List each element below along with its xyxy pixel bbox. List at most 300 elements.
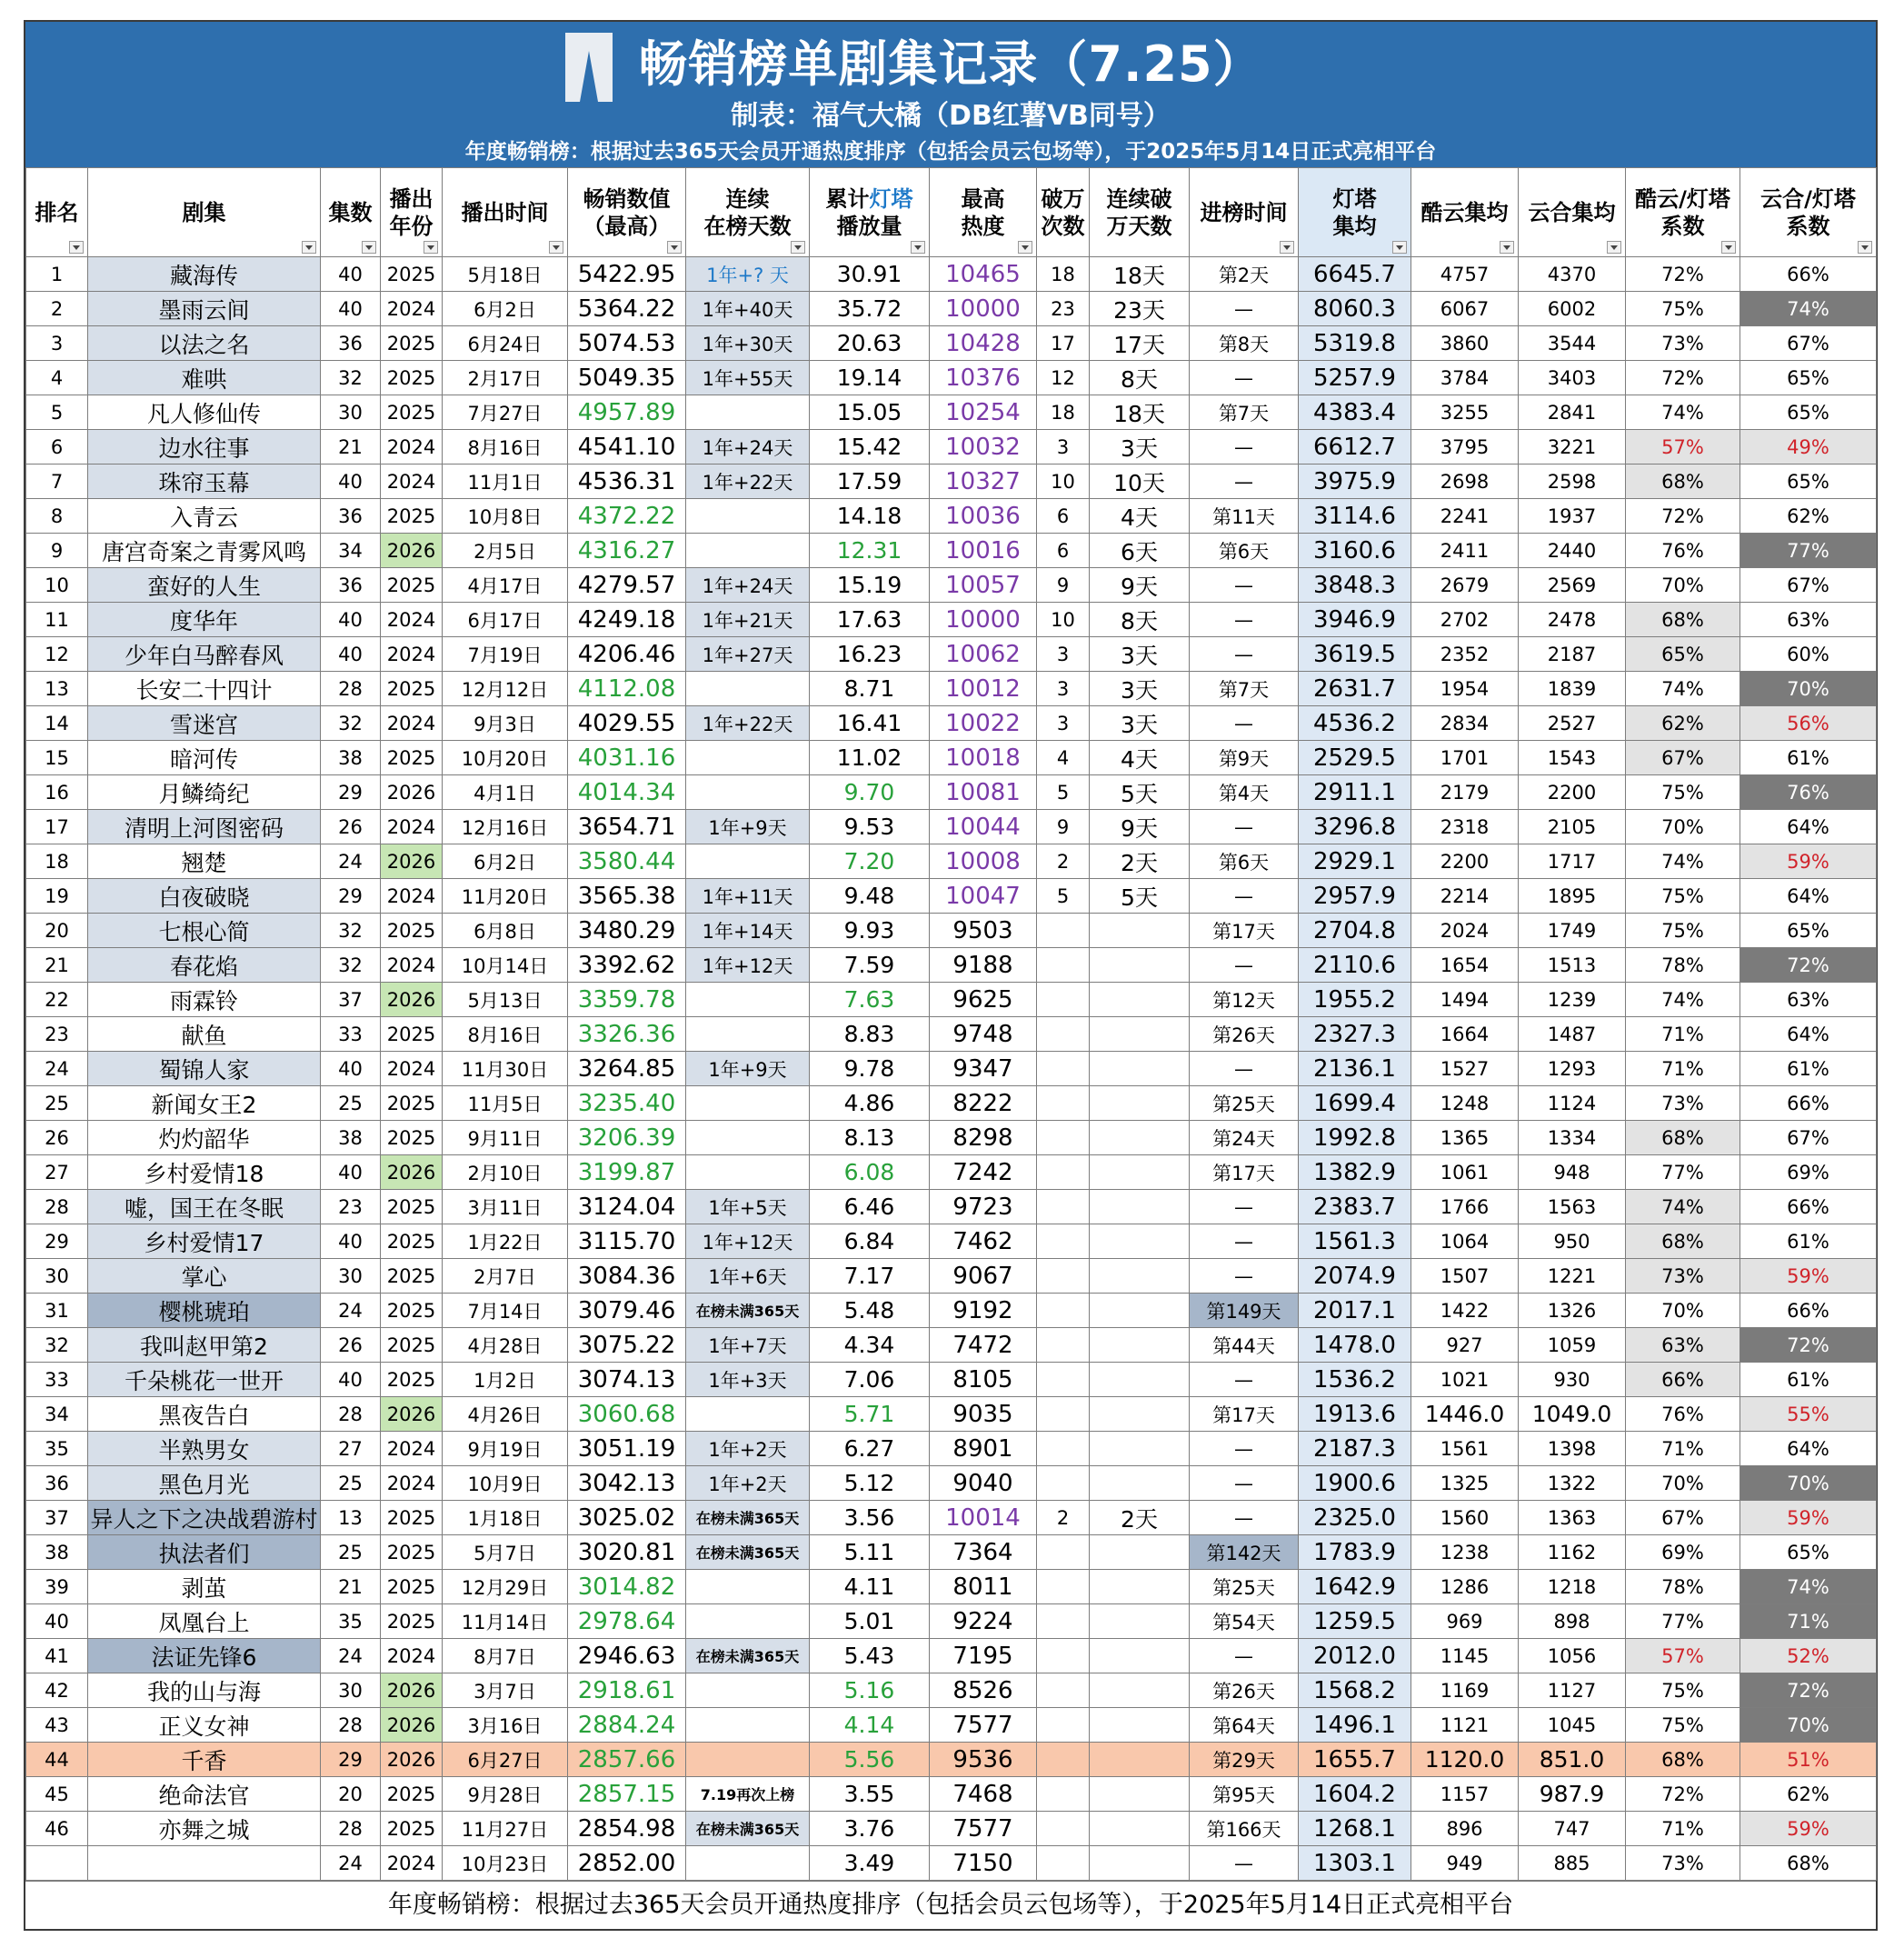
cell-yunhe-ratio[interactable]: 72% [1740, 948, 1877, 983]
cell-year[interactable]: 2025 [381, 361, 443, 395]
cell-breaks[interactable] [1037, 1743, 1090, 1777]
cell-streak[interactable]: 在榜未满365天 [686, 1294, 810, 1328]
cell-date[interactable]: 9月19日 [443, 1432, 568, 1466]
cell-kuyun-ratio[interactable]: 67% [1626, 741, 1740, 775]
cell-dengta-avg[interactable]: 5319.8 [1299, 326, 1411, 361]
cell-kuyun-ratio[interactable]: 57% [1626, 430, 1740, 465]
col-heat[interactable]: 最高 热度 [930, 168, 1037, 257]
cell-eps[interactable]: 33 [321, 1017, 381, 1052]
cell-yunhe-avg[interactable]: 1563 [1519, 1190, 1626, 1224]
cell-date[interactable]: 11月20日 [443, 879, 568, 914]
cell-name[interactable]: 千朵桃花一世开 [88, 1363, 321, 1397]
cell-yunhe-avg[interactable]: 2187 [1519, 637, 1626, 672]
cell-name[interactable]: 异人之下之决战碧游村 [88, 1501, 321, 1535]
cell-year[interactable]: 2024 [381, 1052, 443, 1086]
cell-streak[interactable]: 1年+3天 [686, 1363, 810, 1397]
cell-yunhe-ratio[interactable]: 70% [1740, 1466, 1877, 1501]
cell-rank[interactable]: 36 [26, 1466, 88, 1501]
cell-yunhe-avg[interactable]: 885 [1519, 1846, 1626, 1881]
cell-name[interactable]: 暗河传 [88, 741, 321, 775]
cell-yunhe-avg[interactable]: 2440 [1519, 534, 1626, 568]
cell-heat[interactable]: 10008 [930, 844, 1037, 879]
cell-total[interactable]: 5.56 [810, 1743, 930, 1777]
cell-streak[interactable]: 1年+14天 [686, 914, 810, 948]
cell-consec-breaks[interactable]: 9天 [1090, 810, 1190, 844]
cell-yunhe-avg[interactable]: 4370 [1519, 257, 1626, 292]
cell-heat[interactable]: 9040 [930, 1466, 1037, 1501]
cell-yunhe-avg[interactable]: 1717 [1519, 844, 1626, 879]
cell-kuyun-ratio[interactable]: 75% [1626, 914, 1740, 948]
cell-yunhe-ratio[interactable]: 65% [1740, 1535, 1877, 1570]
cell-date[interactable]: 12月16日 [443, 810, 568, 844]
cell-date[interactable]: 10月23日 [443, 1846, 568, 1881]
cell-total[interactable]: 19.14 [810, 361, 930, 395]
cell-year[interactable]: 2025 [381, 1190, 443, 1224]
cell-date[interactable]: 4月17日 [443, 568, 568, 603]
cell-date[interactable]: 3月7日 [443, 1673, 568, 1708]
cell-entry[interactable]: 第6天 [1190, 844, 1299, 879]
cell-sales[interactable]: 5364.22 [568, 292, 686, 326]
cell-heat[interactable]: 8901 [930, 1432, 1037, 1466]
cell-breaks[interactable] [1037, 1363, 1090, 1397]
filter-dropdown-icon[interactable] [69, 241, 84, 254]
cell-kuyun-avg[interactable]: 2318 [1411, 810, 1519, 844]
cell-heat[interactable]: 9224 [930, 1604, 1037, 1639]
cell-total[interactable]: 15.19 [810, 568, 930, 603]
cell-kuyun-ratio[interactable]: 74% [1626, 1190, 1740, 1224]
cell-date[interactable]: 2月17日 [443, 361, 568, 395]
cell-heat[interactable]: 7364 [930, 1535, 1037, 1570]
cell-yunhe-avg[interactable]: 2841 [1519, 395, 1626, 430]
cell-yunhe-ratio[interactable]: 70% [1740, 672, 1877, 706]
cell-total[interactable]: 30.91 [810, 257, 930, 292]
cell-yunhe-avg[interactable]: 1124 [1519, 1086, 1626, 1121]
cell-dengta-avg[interactable]: 1268.1 [1299, 1812, 1411, 1846]
cell-date[interactable]: 6月17日 [443, 603, 568, 637]
cell-heat[interactable]: 7472 [930, 1328, 1037, 1363]
cell-yunhe-avg[interactable]: 950 [1519, 1224, 1626, 1259]
cell-total[interactable]: 5.16 [810, 1673, 930, 1708]
cell-dengta-avg[interactable]: 1900.6 [1299, 1466, 1411, 1501]
cell-kuyun-avg[interactable]: 1145 [1411, 1639, 1519, 1673]
cell-sales[interactable]: 3654.71 [568, 810, 686, 844]
cell-breaks[interactable] [1037, 1812, 1090, 1846]
cell-heat[interactable]: 7242 [930, 1155, 1037, 1190]
cell-heat[interactable]: 10081 [930, 775, 1037, 810]
cell-breaks[interactable] [1037, 983, 1090, 1017]
cell-streak[interactable] [686, 1155, 810, 1190]
cell-heat[interactable]: 7150 [930, 1846, 1037, 1881]
cell-kuyun-avg[interactable]: 1365 [1411, 1121, 1519, 1155]
cell-total[interactable]: 5.01 [810, 1604, 930, 1639]
cell-dengta-avg[interactable]: 1478.0 [1299, 1328, 1411, 1363]
cell-date[interactable]: 11月27日 [443, 1812, 568, 1846]
cell-kuyun-avg[interactable]: 1021 [1411, 1363, 1519, 1397]
cell-eps[interactable]: 40 [321, 465, 381, 499]
cell-breaks[interactable]: 2 [1037, 844, 1090, 879]
cell-heat[interactable]: 7462 [930, 1224, 1037, 1259]
cell-dengta-avg[interactable]: 1992.8 [1299, 1121, 1411, 1155]
cell-kuyun-avg[interactable]: 4757 [1411, 257, 1519, 292]
col-date[interactable]: 播出时间 [443, 168, 568, 257]
cell-year[interactable]: 2025 [381, 914, 443, 948]
cell-eps[interactable]: 40 [321, 1052, 381, 1086]
cell-kuyun-avg[interactable]: 896 [1411, 1812, 1519, 1846]
cell-dengta-avg[interactable]: 1699.4 [1299, 1086, 1411, 1121]
cell-yunhe-ratio[interactable]: 59% [1740, 1501, 1877, 1535]
cell-dengta-avg[interactable]: 6645.7 [1299, 257, 1411, 292]
cell-kuyun-ratio[interactable]: 72% [1626, 1777, 1740, 1812]
cell-rank[interactable]: 23 [26, 1017, 88, 1052]
col-eps[interactable]: 集数 [321, 168, 381, 257]
cell-date[interactable]: 10月14日 [443, 948, 568, 983]
cell-kuyun-avg[interactable]: 2698 [1411, 465, 1519, 499]
cell-total[interactable]: 6.08 [810, 1155, 930, 1190]
cell-streak[interactable] [686, 741, 810, 775]
cell-year[interactable]: 2025 [381, 326, 443, 361]
cell-kuyun-ratio[interactable]: 73% [1626, 326, 1740, 361]
cell-date[interactable]: 6月2日 [443, 292, 568, 326]
cell-year[interactable]: 2024 [381, 603, 443, 637]
cell-date[interactable]: 2月7日 [443, 1259, 568, 1294]
cell-yunhe-avg[interactable]: 851.0 [1519, 1743, 1626, 1777]
cell-eps[interactable]: 29 [321, 775, 381, 810]
cell-breaks[interactable] [1037, 1708, 1090, 1743]
cell-kuyun-ratio[interactable]: 75% [1626, 292, 1740, 326]
cell-total[interactable]: 9.48 [810, 879, 930, 914]
cell-breaks[interactable]: 23 [1037, 292, 1090, 326]
cell-heat[interactable]: 8105 [930, 1363, 1037, 1397]
cell-sales[interactable]: 3392.62 [568, 948, 686, 983]
cell-yunhe-avg[interactable]: 2105 [1519, 810, 1626, 844]
filter-dropdown-icon[interactable] [302, 241, 316, 254]
cell-kuyun-ratio[interactable]: 76% [1626, 534, 1740, 568]
cell-streak[interactable] [686, 1604, 810, 1639]
cell-kuyun-ratio[interactable]: 74% [1626, 983, 1740, 1017]
cell-name[interactable]: 正义女神 [88, 1708, 321, 1743]
cell-kuyun-avg[interactable]: 1238 [1411, 1535, 1519, 1570]
cell-breaks[interactable] [1037, 1639, 1090, 1673]
cell-dengta-avg[interactable]: 6612.7 [1299, 430, 1411, 465]
cell-yunhe-avg[interactable]: 2598 [1519, 465, 1626, 499]
cell-streak[interactable]: 1年+24天 [686, 568, 810, 603]
cell-entry[interactable]: — [1190, 568, 1299, 603]
cell-yunhe-ratio[interactable]: 64% [1740, 1017, 1877, 1052]
cell-heat[interactable]: 9748 [930, 1017, 1037, 1052]
cell-dengta-avg[interactable]: 3848.3 [1299, 568, 1411, 603]
cell-yunhe-ratio[interactable]: 67% [1740, 568, 1877, 603]
cell-yunhe-avg[interactable]: 2478 [1519, 603, 1626, 637]
cell-kuyun-avg[interactable]: 1169 [1411, 1673, 1519, 1708]
cell-consec-breaks[interactable]: 17天 [1090, 326, 1190, 361]
cell-date[interactable]: 8月16日 [443, 430, 568, 465]
cell-consec-breaks[interactable] [1090, 1328, 1190, 1363]
cell-sales[interactable]: 3235.40 [568, 1086, 686, 1121]
cell-entry[interactable]: 第54天 [1190, 1604, 1299, 1639]
cell-sales[interactable]: 3020.81 [568, 1535, 686, 1570]
cell-date[interactable]: 6月24日 [443, 326, 568, 361]
cell-consec-breaks[interactable] [1090, 1224, 1190, 1259]
cell-yunhe-ratio[interactable]: 65% [1740, 395, 1877, 430]
cell-entry[interactable]: 第26天 [1190, 1017, 1299, 1052]
cell-rank[interactable]: 38 [26, 1535, 88, 1570]
cell-sales[interactable]: 3264.85 [568, 1052, 686, 1086]
cell-year[interactable]: 2025 [381, 568, 443, 603]
cell-sales[interactable]: 4249.18 [568, 603, 686, 637]
cell-streak[interactable] [686, 1743, 810, 1777]
cell-dengta-avg[interactable]: 3160.6 [1299, 534, 1411, 568]
cell-name[interactable]: 墨雨云间 [88, 292, 321, 326]
cell-rank[interactable]: 12 [26, 637, 88, 672]
cell-total[interactable]: 11.02 [810, 741, 930, 775]
cell-name[interactable]: 凡人修仙传 [88, 395, 321, 430]
cell-dengta-avg[interactable]: 2327.3 [1299, 1017, 1411, 1052]
cell-streak[interactable]: 1年+9天 [686, 1052, 810, 1086]
cell-breaks[interactable]: 18 [1037, 257, 1090, 292]
cell-sales[interactable]: 4029.55 [568, 706, 686, 741]
cell-heat[interactable]: 10000 [930, 292, 1037, 326]
cell-streak[interactable] [686, 844, 810, 879]
cell-rank[interactable]: 39 [26, 1570, 88, 1604]
cell-consec-breaks[interactable] [1090, 1294, 1190, 1328]
cell-eps[interactable]: 25 [321, 1466, 381, 1501]
cell-yunhe-ratio[interactable]: 77% [1740, 534, 1877, 568]
cell-eps[interactable]: 40 [321, 1363, 381, 1397]
cell-streak[interactable]: 1年+12天 [686, 1224, 810, 1259]
cell-kuyun-ratio[interactable]: 75% [1626, 1673, 1740, 1708]
cell-date[interactable]: 3月16日 [443, 1708, 568, 1743]
cell-heat[interactable]: 10032 [930, 430, 1037, 465]
cell-eps[interactable]: 20 [321, 1777, 381, 1812]
cell-name[interactable]: 蛮好的人生 [88, 568, 321, 603]
cell-yunhe-ratio[interactable]: 69% [1740, 1155, 1877, 1190]
cell-kuyun-avg[interactable]: 969 [1411, 1604, 1519, 1639]
cell-kuyun-ratio[interactable]: 71% [1626, 1017, 1740, 1052]
cell-total[interactable]: 9.53 [810, 810, 930, 844]
cell-name[interactable]: 掌心 [88, 1259, 321, 1294]
cell-yunhe-ratio[interactable]: 62% [1740, 499, 1877, 534]
cell-dengta-avg[interactable]: 1303.1 [1299, 1846, 1411, 1881]
cell-sales[interactable]: 3075.22 [568, 1328, 686, 1363]
cell-entry[interactable]: 第44天 [1190, 1328, 1299, 1363]
cell-sales[interactable]: 4014.34 [568, 775, 686, 810]
cell-year[interactable]: 2025 [381, 1777, 443, 1812]
cell-yunhe-ratio[interactable]: 65% [1740, 361, 1877, 395]
cell-yunhe-avg[interactable]: 1045 [1519, 1708, 1626, 1743]
cell-consec-breaks[interactable]: 3天 [1090, 672, 1190, 706]
cell-rank[interactable]: 29 [26, 1224, 88, 1259]
cell-rank[interactable]: 45 [26, 1777, 88, 1812]
cell-sales[interactable]: 3084.36 [568, 1259, 686, 1294]
cell-rank[interactable]: 26 [26, 1121, 88, 1155]
cell-breaks[interactable] [1037, 1673, 1090, 1708]
cell-yunhe-avg[interactable]: 1398 [1519, 1432, 1626, 1466]
cell-yunhe-ratio[interactable]: 68% [1740, 1846, 1877, 1881]
cell-breaks[interactable] [1037, 1155, 1090, 1190]
cell-total[interactable]: 5.71 [810, 1397, 930, 1432]
cell-name[interactable]: 唐宫奇案之青雾风鸣 [88, 534, 321, 568]
cell-streak[interactable]: 1年+? 天 [686, 257, 810, 292]
cell-yunhe-ratio[interactable]: 66% [1740, 257, 1877, 292]
cell-total[interactable]: 5.11 [810, 1535, 930, 1570]
cell-total[interactable]: 7.20 [810, 844, 930, 879]
cell-date[interactable]: 4月1日 [443, 775, 568, 810]
cell-year[interactable]: 2025 [381, 395, 443, 430]
cell-total[interactable]: 14.18 [810, 499, 930, 534]
cell-yunhe-avg[interactable]: 3221 [1519, 430, 1626, 465]
cell-rank[interactable]: 24 [26, 1052, 88, 1086]
cell-eps[interactable]: 28 [321, 1397, 381, 1432]
cell-rank[interactable]: 10 [26, 568, 88, 603]
cell-eps[interactable]: 24 [321, 844, 381, 879]
filter-dropdown-icon[interactable] [791, 241, 805, 254]
cell-yunhe-avg[interactable]: 1239 [1519, 983, 1626, 1017]
cell-dengta-avg[interactable]: 2110.6 [1299, 948, 1411, 983]
cell-total[interactable]: 8.83 [810, 1017, 930, 1052]
cell-dengta-avg[interactable]: 3296.8 [1299, 810, 1411, 844]
cell-date[interactable]: 7月14日 [443, 1294, 568, 1328]
cell-yunhe-ratio[interactable]: 72% [1740, 1673, 1877, 1708]
cell-date[interactable]: 12月12日 [443, 672, 568, 706]
cell-yunhe-ratio[interactable]: 70% [1740, 1708, 1877, 1743]
cell-heat[interactable]: 10062 [930, 637, 1037, 672]
cell-breaks[interactable]: 6 [1037, 534, 1090, 568]
cell-name[interactable]: 入青云 [88, 499, 321, 534]
cell-streak[interactable]: 1年+27天 [686, 637, 810, 672]
cell-consec-breaks[interactable]: 2天 [1090, 844, 1190, 879]
cell-sales[interactable]: 3115.70 [568, 1224, 686, 1259]
cell-kuyun-ratio[interactable]: 78% [1626, 948, 1740, 983]
filter-dropdown-icon[interactable] [1280, 241, 1294, 254]
cell-heat[interactable]: 7195 [930, 1639, 1037, 1673]
cell-date[interactable]: 1月22日 [443, 1224, 568, 1259]
cell-yunhe-avg[interactable]: 2569 [1519, 568, 1626, 603]
filter-dropdown-icon[interactable] [1018, 241, 1032, 254]
cell-date[interactable]: 4月28日 [443, 1328, 568, 1363]
cell-streak[interactable] [686, 1570, 810, 1604]
cell-breaks[interactable] [1037, 1190, 1090, 1224]
cell-rank[interactable] [26, 1846, 88, 1881]
col-sales[interactable]: 畅销数值 （最高） [568, 168, 686, 257]
cell-consec-breaks[interactable]: 8天 [1090, 603, 1190, 637]
cell-eps[interactable]: 24 [321, 1294, 381, 1328]
cell-consec-breaks[interactable]: 3天 [1090, 430, 1190, 465]
cell-yunhe-avg[interactable]: 1127 [1519, 1673, 1626, 1708]
cell-consec-breaks[interactable] [1090, 948, 1190, 983]
cell-rank[interactable]: 5 [26, 395, 88, 430]
col-dengta-avg[interactable]: 灯塔 集均 [1299, 168, 1411, 257]
col-yunhe-avg[interactable]: 云合集均 [1519, 168, 1626, 257]
cell-sales[interactable]: 4536.31 [568, 465, 686, 499]
cell-name[interactable]: 执法者们 [88, 1535, 321, 1570]
cell-year[interactable]: 2024 [381, 292, 443, 326]
cell-yunhe-ratio[interactable]: 64% [1740, 879, 1877, 914]
cell-yunhe-ratio[interactable]: 55% [1740, 1397, 1877, 1432]
cell-rank[interactable]: 3 [26, 326, 88, 361]
cell-year[interactable]: 2025 [381, 672, 443, 706]
cell-streak[interactable] [686, 983, 810, 1017]
cell-entry[interactable]: — [1190, 810, 1299, 844]
cell-breaks[interactable] [1037, 1224, 1090, 1259]
cell-kuyun-avg[interactable]: 1120.0 [1411, 1743, 1519, 1777]
cell-consec-breaks[interactable] [1090, 1812, 1190, 1846]
cell-kuyun-ratio[interactable]: 67% [1626, 1501, 1740, 1535]
cell-kuyun-avg[interactable]: 2411 [1411, 534, 1519, 568]
cell-yunhe-avg[interactable]: 747 [1519, 1812, 1626, 1846]
cell-name[interactable]: 新闻女王2 [88, 1086, 321, 1121]
cell-dengta-avg[interactable]: 2136.1 [1299, 1052, 1411, 1086]
cell-dengta-avg[interactable]: 8060.3 [1299, 292, 1411, 326]
cell-dengta-avg[interactable]: 3975.9 [1299, 465, 1411, 499]
cell-entry[interactable]: — [1190, 637, 1299, 672]
cell-date[interactable]: 10月20日 [443, 741, 568, 775]
cell-kuyun-ratio[interactable]: 66% [1626, 1363, 1740, 1397]
cell-eps[interactable]: 40 [321, 1224, 381, 1259]
cell-streak[interactable]: 1年+22天 [686, 706, 810, 741]
cell-breaks[interactable]: 3 [1037, 672, 1090, 706]
cell-consec-breaks[interactable] [1090, 1673, 1190, 1708]
cell-yunhe-avg[interactable]: 987.9 [1519, 1777, 1626, 1812]
cell-kuyun-ratio[interactable]: 73% [1626, 1259, 1740, 1294]
cell-yunhe-ratio[interactable]: 63% [1740, 983, 1877, 1017]
cell-heat[interactable]: 10044 [930, 810, 1037, 844]
cell-year[interactable]: 2024 [381, 1639, 443, 1673]
cell-heat[interactable]: 10018 [930, 741, 1037, 775]
cell-streak[interactable] [686, 1121, 810, 1155]
cell-kuyun-ratio[interactable]: 74% [1626, 672, 1740, 706]
cell-name[interactable]: 长安二十四计 [88, 672, 321, 706]
cell-consec-breaks[interactable] [1090, 1086, 1190, 1121]
cell-rank[interactable]: 31 [26, 1294, 88, 1328]
cell-name[interactable]: 蜀锦人家 [88, 1052, 321, 1086]
cell-kuyun-ratio[interactable]: 62% [1626, 706, 1740, 741]
cell-yunhe-ratio[interactable]: 66% [1740, 1294, 1877, 1328]
cell-year[interactable]: 2024 [381, 948, 443, 983]
cell-kuyun-avg[interactable]: 1121 [1411, 1708, 1519, 1743]
cell-total[interactable]: 3.76 [810, 1812, 930, 1846]
cell-eps[interactable]: 21 [321, 1570, 381, 1604]
cell-year[interactable]: 2025 [381, 257, 443, 292]
cell-eps[interactable]: 36 [321, 568, 381, 603]
cell-kuyun-ratio[interactable]: 68% [1626, 603, 1740, 637]
cell-eps[interactable]: 26 [321, 810, 381, 844]
cell-total[interactable]: 16.23 [810, 637, 930, 672]
cell-yunhe-avg[interactable]: 1749 [1519, 914, 1626, 948]
cell-sales[interactable]: 4031.16 [568, 741, 686, 775]
cell-streak[interactable] [686, 1086, 810, 1121]
cell-date[interactable]: 9月3日 [443, 706, 568, 741]
cell-name[interactable]: 清明上河图密码 [88, 810, 321, 844]
cell-breaks[interactable] [1037, 1535, 1090, 1570]
cell-name[interactable]: 边水往事 [88, 430, 321, 465]
cell-entry[interactable]: — [1190, 1190, 1299, 1224]
cell-sales[interactable]: 2857.66 [568, 1743, 686, 1777]
cell-consec-breaks[interactable]: 5天 [1090, 879, 1190, 914]
filter-dropdown-icon[interactable] [549, 241, 563, 254]
cell-kuyun-avg[interactable]: 3255 [1411, 395, 1519, 430]
cell-rank[interactable]: 19 [26, 879, 88, 914]
cell-breaks[interactable] [1037, 1570, 1090, 1604]
cell-kuyun-ratio[interactable]: 68% [1626, 1224, 1740, 1259]
cell-total[interactable]: 4.34 [810, 1328, 930, 1363]
cell-breaks[interactable]: 4 [1037, 741, 1090, 775]
col-kuyun-avg[interactable]: 酷云集均 [1411, 168, 1519, 257]
cell-breaks[interactable]: 9 [1037, 568, 1090, 603]
cell-consec-breaks[interactable] [1090, 1535, 1190, 1570]
cell-sales[interactable]: 3580.44 [568, 844, 686, 879]
cell-heat[interactable]: 9625 [930, 983, 1037, 1017]
cell-consec-breaks[interactable]: 18天 [1090, 257, 1190, 292]
